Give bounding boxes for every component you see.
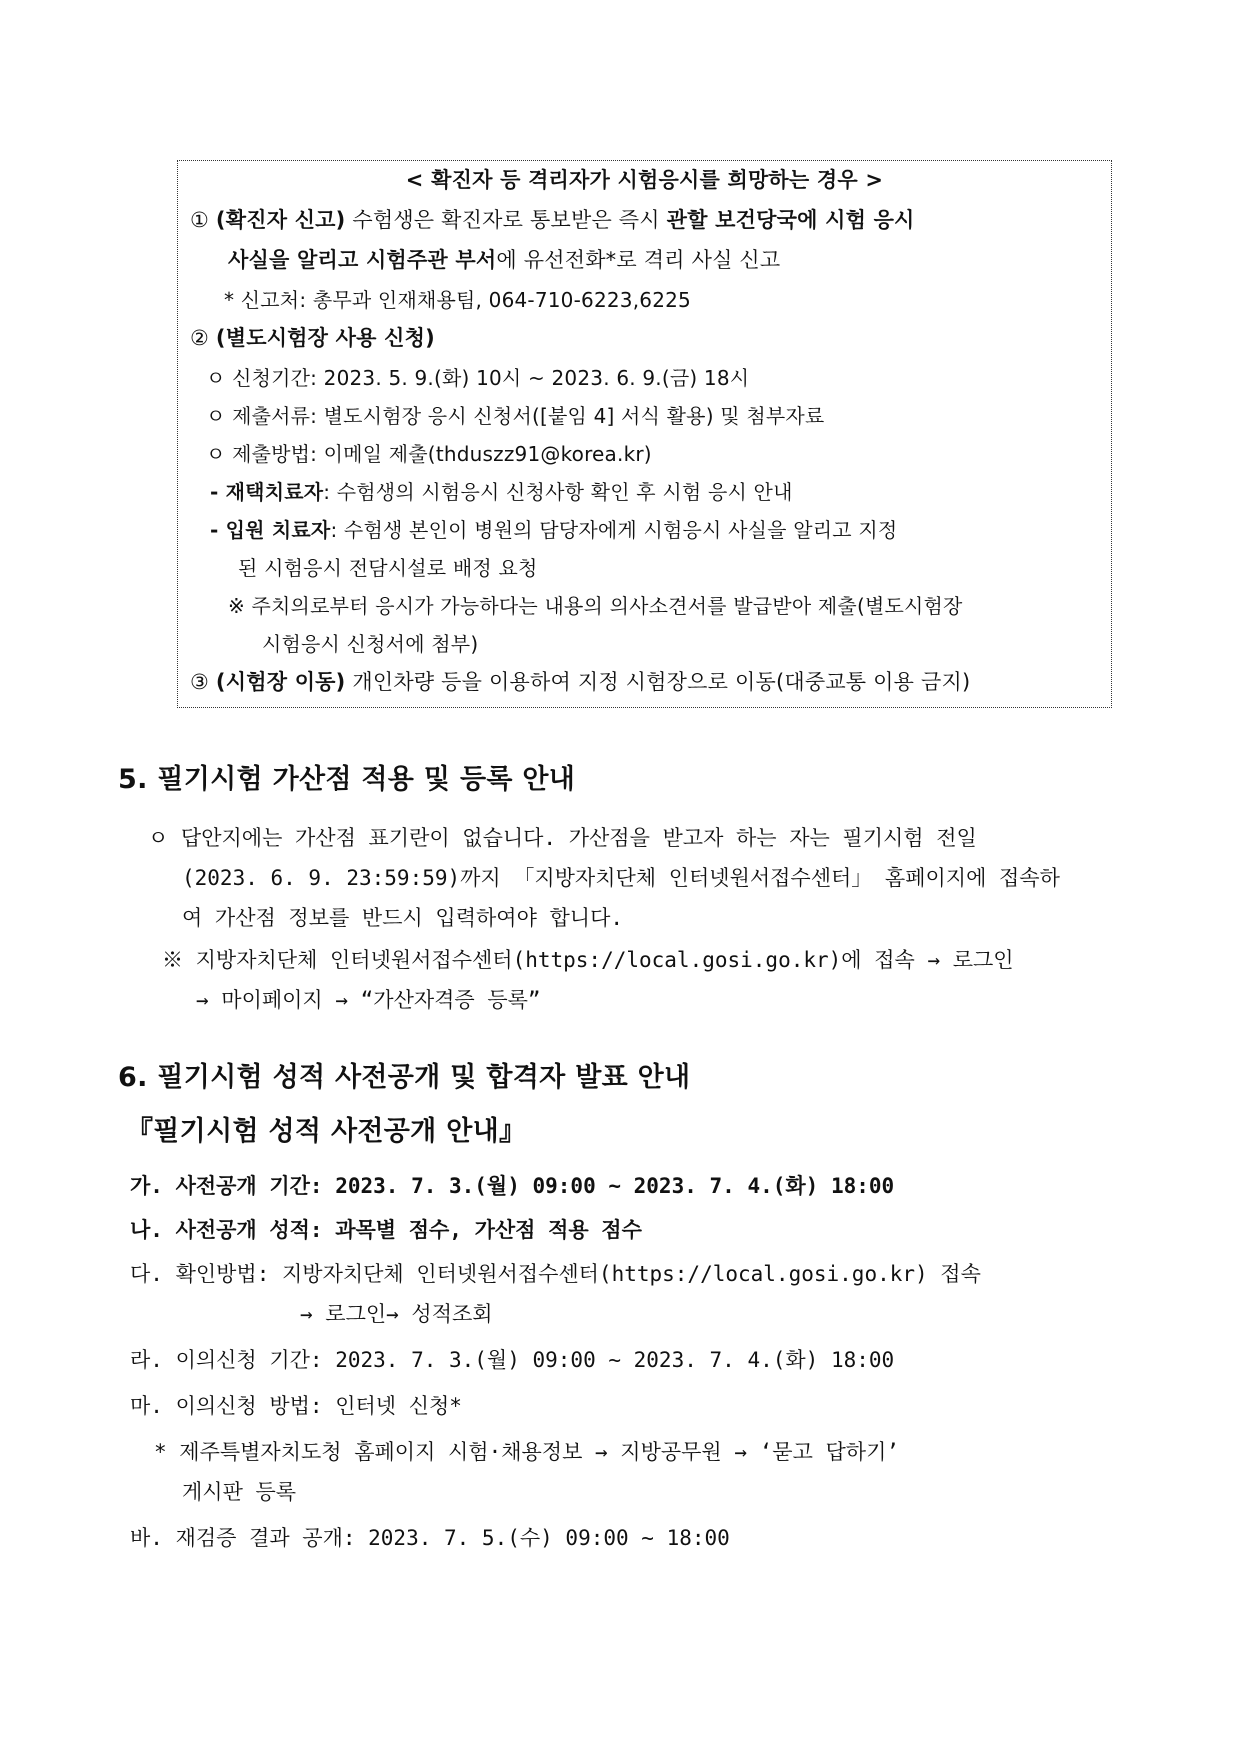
section6-item-da2: → 로그인→ 성적조회 (300, 1302, 493, 1326)
item2-hospital-treatment (210, 515, 897, 545)
section6-item-ga: 가. 사전공개 기간: 2023. 7. 3.(월) 09:00 ~ 2023. 7. 4.(화) 18:00 (130, 1174, 895, 1198)
hospital-note2: 시험응시 신청서에 첨부) (262, 632, 479, 656)
hospital-treatment-text: : 수험생 본인이 병원의 담당자에게 시험응시 사실을 알리고 지정 (330, 518, 898, 542)
item3-text: 개인차량 등을 이용하여 지정 시험장으로 이동(대중교통 이용 금지) (345, 670, 971, 694)
item3-label: (시험장 이동) (215, 670, 346, 694)
item1-marker: ① (190, 208, 210, 232)
section5-para-line3: 여 가산점 정보를 반드시 입력하여야 합니다. (182, 906, 624, 930)
item2-label: (별도시험장 사용 신청) (215, 326, 435, 350)
item1-report-note: * 신고처: 총무과 인재채용팀, 064-710-6223,6225 (224, 288, 691, 312)
item3-marker: ③ (190, 670, 210, 694)
home-treatment-label: - 재택치료자 (210, 480, 324, 504)
item2-method: ㅇ 제출방법: 이메일 제출(thduszz91@korea.kr) (206, 442, 652, 466)
section6-item-da: 다. 확인방법: 지방자치단체 인터넷원서접수센터(https://local.gosi.go.kr) 접속 (130, 1262, 981, 1286)
item2-period: ㅇ 신청기간: 2023. 5. 9.(화) 10시 ~ 2023. 6. 9.(금) 18시 (206, 366, 750, 390)
item3-line (190, 667, 970, 697)
section5-note-line1: ※ 지방자치단체 인터넷원서접수센터(https://local.gosi.go.kr)에 접속 → 로그인 (162, 948, 1014, 972)
hospital-note: ※ 주치의로부터 응시가 가능하다는 내용의 의사소견서를 발급받아 제출(별도시험장 (228, 594, 963, 618)
home-treatment-text: : 수험생의 시험응시 신청사항 확인 후 시험 응시 안내 (323, 480, 793, 504)
item2-home-treatment (210, 477, 793, 507)
quarantine-notice-box (177, 160, 1112, 708)
hospital-treatment-text2: 된 시험응시 전담시설로 배정 요청 (238, 556, 538, 580)
hospital-treatment-label: - 입원 치료자 (210, 518, 331, 542)
section6-heading: 6. 필기시험 성적 사전공개 및 합격자 발표 안내 (118, 1062, 691, 1093)
section6-item-na: 나. 사전공개 성적: 과목별 점수, 가산점 적용 점수 (130, 1218, 642, 1242)
section6-item-ra: 라. 이의신청 기간: 2023. 7. 3.(월) 09:00 ~ 2023. 7. 4.(화) 18:00 (130, 1348, 895, 1372)
section5-note-line2: → 마이페이지 → “가산자격증 등록” (196, 988, 541, 1012)
item1-bold-a: 관할 보건당국에 시험 응시 (666, 208, 915, 232)
section5-heading: 5. 필기시험 가산점 적용 및 등록 안내 (118, 764, 576, 795)
item2-documents: ㅇ 제출서류: 별도시험장 응시 신청서([붙임 4] 서식 활용) 및 첨부자료 (206, 404, 825, 428)
item1-bold-b: 사실을 알리고 시험주관 부서 (228, 248, 497, 272)
section6-item-ba: 바. 재검증 결과 공개: 2023. 7. 5.(수) 09:00 ~ 18:00 (130, 1526, 730, 1550)
item1-line1 (190, 205, 915, 235)
section5-para-line2: (2023. 6. 9. 23:59:59)까지 「지방자치단체 인터넷원서접수센터」 홈페이지에 접속하 (182, 866, 1060, 890)
section6-item-ma-note2: 게시판 등록 (182, 1480, 297, 1504)
section6-item-ma-note: * 제주특별자치도청 홈페이지 시험·채용정보 → 지방공무원 → ‘묻고 답하기’ (154, 1440, 900, 1464)
section6-subheading: 『필기시험 성적 사전공개 안내』 (126, 1116, 527, 1147)
item1-text-a: 수험생은 확진자로 통보받은 즉시 (345, 208, 667, 232)
item1-label: (확진자 신고) (215, 208, 346, 232)
item1-line2 (228, 245, 780, 275)
item1-text-b: 에 유선전화*로 격리 사실 신고 (496, 248, 781, 272)
section5-para-line1: ㅇ 답안지에는 가산점 표기란이 없습니다. 가산점을 받고자 하는 자는 필기시험 전일 (148, 826, 977, 850)
notice-box-title: < 확진자 등 격리자가 시험응시를 희망하는 경우 > (405, 168, 884, 192)
item2-line (190, 323, 435, 353)
item2-marker: ② (190, 326, 210, 350)
section6-item-ma: 마. 이의신청 방법: 인터넷 신청* (130, 1394, 462, 1418)
